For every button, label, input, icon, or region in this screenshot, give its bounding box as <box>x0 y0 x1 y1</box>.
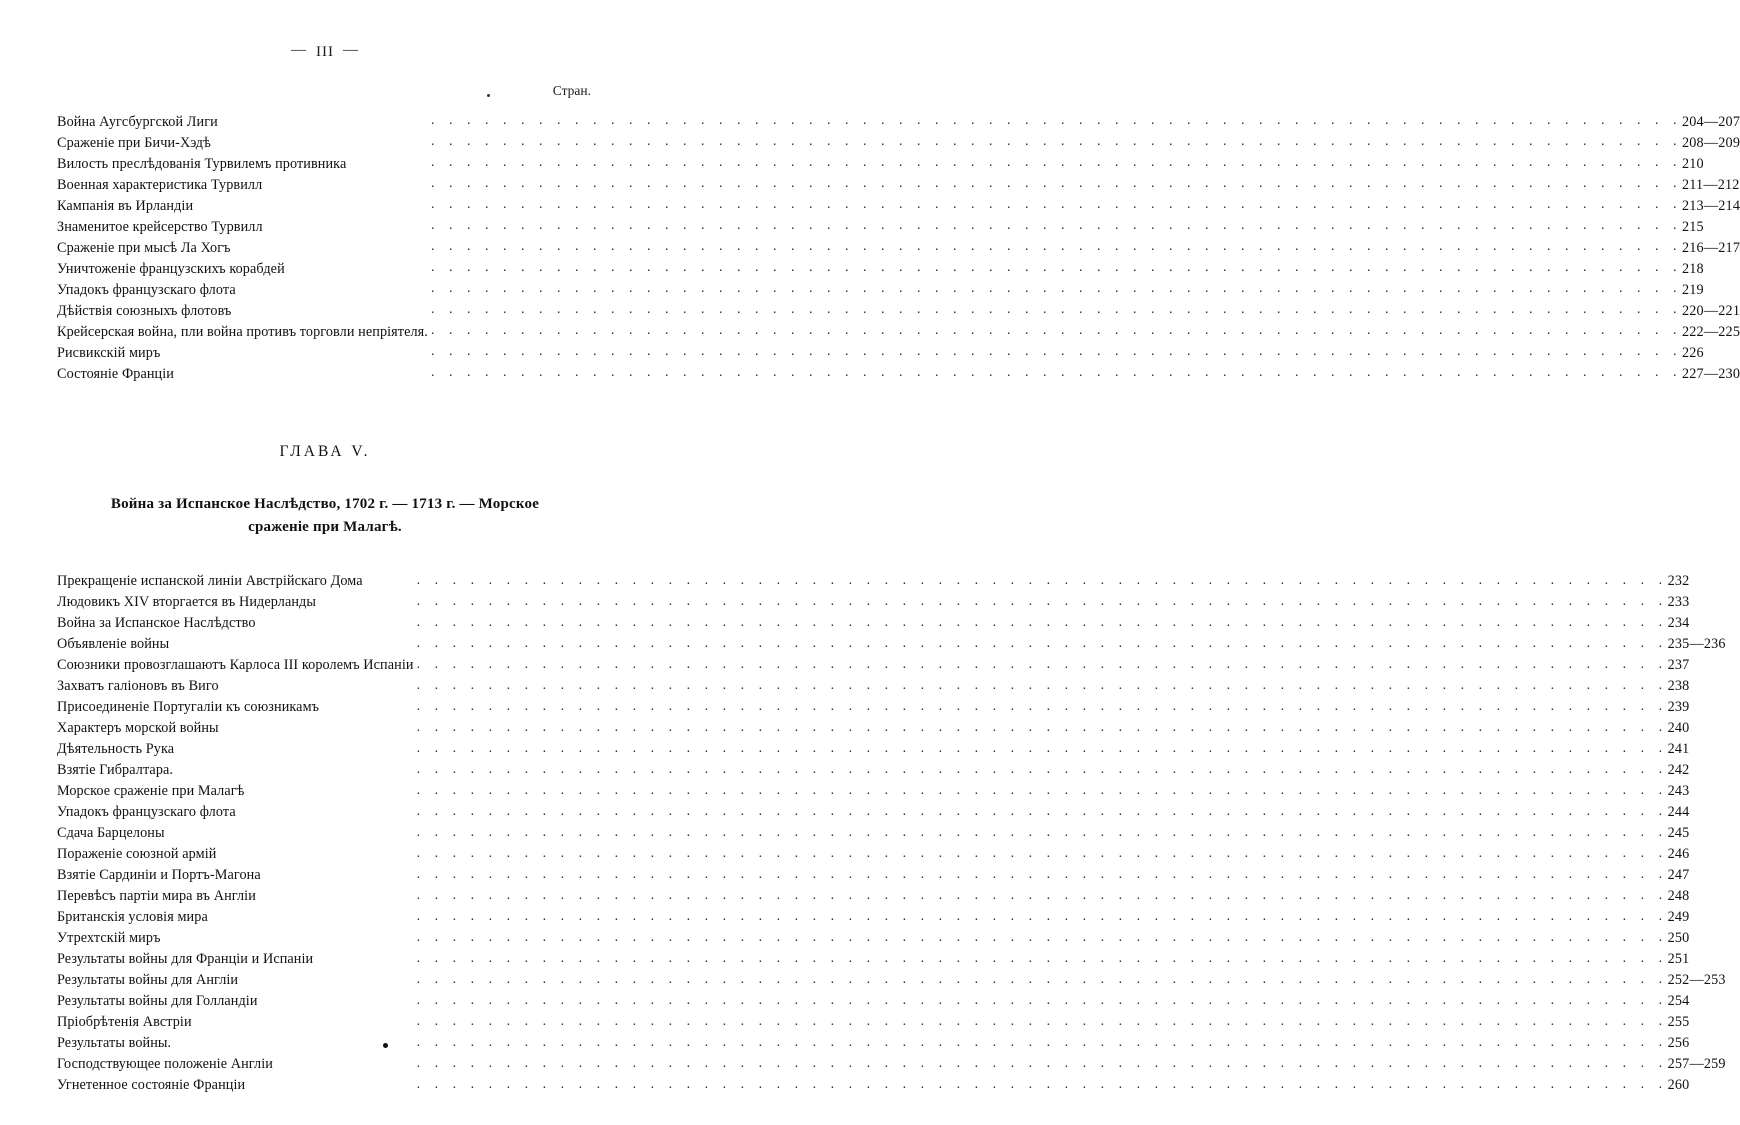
toc-entry-leader-dots: . . . . . . . . . . . . . . . . . . . . . . . . . . . . . . . . . . . . . . . . . . . . . . . . . . . . . . . . . . . . . . . . . . . . . . <box>430 302 1682 317</box>
toc-entry-label: Результаты войны для Франціи и Испаніи <box>57 951 314 968</box>
toc-entry-leader-dots: . . . . . . . . . . . . . . . . . . . . . . . . . . . . . . . . . . . . . . . . . . . . . . . . . . . . . . . . . . . . . . . . . . . . . . <box>416 1055 1668 1071</box>
toc-entry-leader-dots: . . . . . . . . . . . . . . . . . . . . . . . . . . . . . . . . . . . . . . . . . . . . . . . . . . . . . . . . . . . . . . . . . . . . . . <box>416 740 1668 756</box>
toc-entry-leader-dots: . . . . . . . . . . . . . . . . . . . . . . . . . . . . . . . . . . . . . . . . . . . . . . . . . . . . . . . . . . . . . . . . . . . . . . <box>416 761 1668 777</box>
toc-entry-label: Уничтоженіе французскихъ корабдей <box>57 260 285 277</box>
chapter-title <box>57 493 593 540</box>
toc-list-chapter-four <box>57 108 1740 381</box>
toc-entry[interactable] <box>57 862 1726 883</box>
toc-entry-leader-dots: . . . . . . . . . . . . . . . . . . . . . . . . . . . . . . . . . . . . . . . . . . . . . . . . . . . . . . . . . . . . . . . . . . . . . . <box>416 572 1668 588</box>
toc-entry-page-number: 249 <box>1667 909 1690 926</box>
toc-entry-leader-dots: . . . . . . . . . . . . . . . . . . . . . . . . . . . . . . . . . . . . . . . . . . . . . . . . . . . . . . . . . . . . . . . . . . . . . . <box>430 176 1682 191</box>
toc-entry[interactable] <box>57 234 1740 255</box>
toc-entry-label: Людовикъ XIV вторгается въ Нидерланды <box>57 594 316 611</box>
toc-entry-page-number: 208—209 <box>1681 134 1740 151</box>
toc-entry-leader-dots: . . . . . . . . . . . . . . . . . . . . . . . . . . . . . . . . . . . . . . . . . . . . . . . . . . . . . . . . . . . . . . . . . . . . . . <box>416 992 1668 1008</box>
toc-entry[interactable] <box>57 904 1726 925</box>
toc-entry[interactable] <box>57 610 1726 631</box>
toc-entry-leader-dots: . . . . . . . . . . . . . . . . . . . . . . . . . . . . . . . . . . . . . . . . . . . . . . . . . . . . . . . . . . . . . . . . . . . . . . <box>430 218 1682 233</box>
toc-entry[interactable] <box>57 1072 1726 1093</box>
toc-entry-page-number: 227—230 <box>1681 365 1740 382</box>
toc-entry-label: Характеръ морской войны <box>57 720 219 737</box>
toc-entry[interactable] <box>57 1030 1726 1051</box>
toc-entry-label: Сдача Барцелоны <box>57 825 165 842</box>
toc-entry-leader-dots: . . . . . . . . . . . . . . . . . . . . . . . . . . . . . . . . . . . . . . . . . . . . . . . . . . . . . . . . . . . . . . . . . . . . . . <box>430 344 1682 359</box>
toc-entry-page-number: 238 <box>1667 678 1690 695</box>
toc-entry[interactable] <box>57 589 1726 610</box>
chapter-heading-block <box>57 443 593 540</box>
toc-entry-label: Присоединеніе Португаліи къ союзникамъ <box>57 699 320 716</box>
toc-entry-page-number: 248 <box>1667 888 1690 905</box>
toc-entry-leader-dots: . . . . . . . . . . . . . . . . . . . . . . . . . . . . . . . . . . . . . . . . . . . . . . . . . . . . . . . . . . . . . . . . . . . . . . <box>430 260 1682 275</box>
toc-entry-page-number: 243 <box>1667 783 1690 800</box>
toc-entry-label: Взятіе Гибралтара. <box>57 762 174 779</box>
toc-entry[interactable] <box>57 652 1726 673</box>
toc-entry-page-number: 235—236 <box>1667 636 1726 653</box>
folio-dash-left: — <box>291 42 307 58</box>
toc-entry-label: Союзники провозглашаютъ Карлоса III королемъ Испаніи <box>57 657 414 674</box>
chapter-title-line-2: сраженіе при Малагѣ. <box>248 519 402 536</box>
toc-entry-page-number: 233 <box>1667 594 1690 611</box>
toc-entry[interactable] <box>57 568 1726 589</box>
toc-entry-label: Объявленіе войны <box>57 636 170 653</box>
toc-entry-label: Знаменитое крейсерство Турвилл <box>57 218 263 235</box>
toc-entry[interactable] <box>57 757 1726 778</box>
toc-entry-page-number: 237 <box>1667 657 1690 674</box>
toc-entry[interactable] <box>57 213 1740 234</box>
toc-entry-page-number: 260 <box>1667 1077 1690 1094</box>
ink-speck <box>487 94 490 97</box>
toc-entry[interactable] <box>57 988 1726 1009</box>
toc-entry-page-number: 215 <box>1681 218 1704 235</box>
toc-entry-page-number: 210 <box>1681 155 1704 172</box>
toc-entry-leader-dots: . . . . . . . . . . . . . . . . . . . . . . . . . . . . . . . . . . . . . . . . . . . . . . . . . . . . . . . . . . . . . . . . . . . . . . <box>416 1076 1668 1092</box>
chapter-label: ГЛАВА V. <box>279 443 371 460</box>
toc-entry-label: Упадокъ французскаго флота <box>57 281 236 298</box>
toc-entry[interactable] <box>57 1009 1726 1030</box>
toc-entry-label: Крейсерская война, пли война противъ торговли непріятеля. <box>57 323 428 340</box>
toc-entry-page-number: 252—253 <box>1667 972 1726 989</box>
toc-entry-label: Пріобрѣтенія Австріи <box>57 1014 192 1031</box>
toc-entry-leader-dots: . . . . . . . . . . . . . . . . . . . . . . . . . . . . . . . . . . . . . . . . . . . . . . . . . . . . . . . . . . . . . . . . . . . . . . <box>416 950 1668 966</box>
toc-entry-leader-dots: . . . . . . . . . . . . . . . . . . . . . . . . . . . . . . . . . . . . . . . . . . . . . . . . . . . . . . . . . . . . . . . . . . . . . . <box>416 698 1668 714</box>
toc-entry-label: Взятіе Сардиніи и Портъ-Магона <box>57 867 261 884</box>
toc-entry-label: Морское сраженіе при Малагѣ <box>57 783 245 800</box>
folio-dash-right: — <box>343 42 359 58</box>
toc-entry-label: Сраженіе при Бичи-Хэдѣ <box>57 134 211 151</box>
toc-entry-label: Дѣятельность Рука <box>57 741 175 758</box>
toc-entry-page-number: 239 <box>1667 699 1690 716</box>
toc-entry[interactable] <box>57 736 1726 757</box>
toc-entry-page-number: 255 <box>1667 1014 1690 1031</box>
toc-entry-leader-dots: . . . . . . . . . . . . . . . . . . . . . . . . . . . . . . . . . . . . . . . . . . . . . . . . . . . . . . . . . . . . . . . . . . . . . . <box>416 971 1668 987</box>
toc-entry-label: Результаты войны. <box>57 1035 172 1052</box>
toc-entry-leader-dots: . . . . . . . . . . . . . . . . . . . . . . . . . . . . . . . . . . . . . . . . . . . . . . . . . . . . . . . . . . . . . . . . . . . . . . <box>430 365 1682 380</box>
chapter-title-line-1: Война за Испанское Наслѣдство, 1702 г. — 1713 г. — Морское <box>110 496 540 512</box>
toc-entry-leader-dots: . . . . . . . . . . . . . . . . . . . . . . . . . . . . . . . . . . . . . . . . . . . . . . . . . . . . . . . . . . . . . . . . . . . . . . <box>416 824 1668 840</box>
toc-entry[interactable] <box>57 715 1726 736</box>
toc-entry-label: Результаты войны для Англіи <box>57 972 239 989</box>
toc-entry[interactable] <box>57 276 1740 297</box>
toc-entry[interactable] <box>57 883 1726 904</box>
toc-entry[interactable] <box>57 339 1740 360</box>
toc-entry-page-number: 254 <box>1667 993 1690 1010</box>
toc-entry-label: Вилость преслѣдованія Турвилемъ противника <box>57 155 347 172</box>
toc-entry[interactable] <box>57 150 1740 171</box>
toc-entry[interactable] <box>57 297 1740 318</box>
toc-entry-page-number: 234 <box>1667 615 1690 632</box>
toc-entry-label: Упадокъ французскаго флота <box>57 804 236 821</box>
toc-list-chapter-five <box>57 568 1726 1093</box>
toc-entry-label: Результаты войны для Голландіи <box>57 993 258 1010</box>
toc-entry-leader-dots: . . . . . . . . . . . . . . . . . . . . . . . . . . . . . . . . . . . . . . . . . . . . . . . . . . . . . . . . . . . . . . . . . . . . . . <box>430 113 1682 128</box>
toc-entry-label: Состояніе Франціи <box>57 365 174 382</box>
toc-entry-label: Рисвикскій миръ <box>57 344 161 361</box>
toc-entry-page-number: 246 <box>1667 846 1690 863</box>
toc-entry[interactable] <box>57 318 1740 339</box>
toc-entry-leader-dots: . . . . . . . . . . . . . . . . . . . . . . . . . . . . . . . . . . . . . . . . . . . . . . . . . . . . . . . . . . . . . . . . . . . . . . <box>430 239 1682 254</box>
toc-entry-page-number: 213—214 <box>1681 197 1740 214</box>
toc-entry-label: Дѣйствія союзныхъ флотовъ <box>57 302 232 319</box>
toc-entry-leader-dots: . . . . . . . . . . . . . . . . . . . . . . . . . . . . . . . . . . . . . . . . . . . . . . . . . . . . . . . . . . . . . . . . . . . . . . <box>416 1034 1668 1050</box>
toc-entry-page-number: 242 <box>1667 762 1690 779</box>
toc-entry-page-number: 211—212 <box>1681 176 1740 193</box>
toc-entry-page-number: 241 <box>1667 741 1690 758</box>
toc-entry[interactable] <box>57 967 1726 988</box>
toc-entry[interactable] <box>57 171 1740 192</box>
toc-entry-leader-dots: . . . . . . . . . . . . . . . . . . . . . . . . . . . . . . . . . . . . . . . . . . . . . . . . . . . . . . . . . . . . . . . . . . . . . . <box>416 782 1668 798</box>
toc-entry-page-number: 220—221 <box>1681 302 1740 319</box>
toc-entry-page-number: 226 <box>1681 344 1704 361</box>
toc-entry-leader-dots: . . . . . . . . . . . . . . . . . . . . . . . . . . . . . . . . . . . . . . . . . . . . . . . . . . . . . . . . . . . . . . . . . . . . . . <box>430 134 1682 149</box>
toc-entry-label: Прекращеніе испанской линіи Австрійскаго Дома <box>57 573 363 590</box>
toc-entry-label: Захватъ галіоновъ въ Виго <box>57 678 219 695</box>
toc-entry-page-number: 251 <box>1667 951 1690 968</box>
toc-entry-label: Война Аугсбургской Лиги <box>57 113 218 130</box>
toc-page <box>0 42 1740 1125</box>
toc-entry[interactable] <box>57 673 1726 694</box>
toc-entry-leader-dots: . . . . . . . . . . . . . . . . . . . . . . . . . . . . . . . . . . . . . . . . . . . . . . . . . . . . . . . . . . . . . . . . . . . . . . <box>416 887 1668 903</box>
toc-entry[interactable] <box>57 820 1726 841</box>
toc-entry-leader-dots: . . . . . . . . . . . . . . . . . . . . . . . . . . . . . . . . . . . . . . . . . . . . . . . . . . . . . . . . . . . . . . . . . . . . . . <box>416 908 1668 924</box>
ink-blot-marker <box>383 1043 388 1048</box>
toc-entry[interactable] <box>57 694 1726 715</box>
toc-entry[interactable] <box>57 255 1740 276</box>
toc-entry-label: Сраженіе при мысѣ Ла Хогъ <box>57 239 231 256</box>
toc-entry-leader-dots: . . . . . . . . . . . . . . . . . . . . . . . . . . . . . . . . . . . . . . . . . . . . . . . . . . . . . . . . . . . . . . . . . . . . . . <box>416 845 1668 861</box>
toc-entry-leader-dots: . . . . . . . . . . . . . . . . . . . . . . . . . . . . . . . . . . . . . . . . . . . . . . . . . . . . . . . . . . . . . . . . . . . . . . <box>416 677 1668 693</box>
toc-entry-label: Утрехтскій миръ <box>57 930 161 947</box>
toc-entry[interactable] <box>57 631 1726 652</box>
toc-entry-page-number: 204—207 <box>1681 113 1740 130</box>
toc-entry-leader-dots: . . . . . . . . . . . . . . . . . . . . . . . . . . . . . . . . . . . . . . . . . . . . . . . . . . . . . . . . . . . . . . . . . . . . . . <box>416 593 1668 609</box>
toc-entry-leader-dots: . . . . . . . . . . . . . . . . . . . . . . . . . . . . . . . . . . . . . . . . . . . . . . . . . . . . . . . . . . . . . . . . . . . . . . <box>416 929 1668 945</box>
toc-entry-leader-dots: . . . . . . . . . . . . . . . . . . . . . . . . . . . . . . . . . . . . . . . . . . . . . . . . . . . . . . . . . . . . . . . . . . . . . . <box>430 197 1682 212</box>
toc-entry-leader-dots: . . . . . . . . . . . . . . . . . . . . . . . . . . . . . . . . . . . . . . . . . . . . . . . . . . . . . . . . . . . . . . . . . . . . . . <box>430 155 1682 170</box>
toc-entry-page-number: 250 <box>1667 930 1690 947</box>
toc-entry[interactable] <box>57 1051 1726 1072</box>
toc-entry[interactable] <box>57 841 1726 862</box>
toc-entry-leader-dots: . . . . . . . . . . . . . . . . . . . . . . . . . . . . . . . . . . . . . . . . . . . . . . . . . . . . . . . . . . . . . . . . . . . . . . <box>430 281 1682 296</box>
folio-number: III <box>316 44 334 60</box>
toc-content <box>0 83 1740 1094</box>
toc-entry[interactable] <box>57 925 1726 946</box>
toc-entry-label: Война за Испанское Наслѣдство <box>57 615 256 632</box>
toc-entry-label: Пораженіе союзной армій <box>57 846 217 863</box>
toc-entry-leader-dots: . . . . . . . . . . . . . . . . . . . . . . . . . . . . . . . . . . . . . . . . . . . . . . . . . . . . . . . . . . . . . . . . . . . . . . <box>416 803 1668 819</box>
toc-entry-leader-dots: . . . . . . . . . . . . . . . . . . . . . . . . . . . . . . . . . . . . . . . . . . . . . . . . . . . . . . . . . . . . . . . . . . . . . . <box>416 614 1668 630</box>
toc-entry[interactable] <box>57 108 1740 129</box>
toc-entry-page-number: 222—225 <box>1681 323 1740 340</box>
toc-entry-label: Угнетенное состояніе Франціи <box>57 1077 246 1094</box>
toc-entry-page-number: 216—217 <box>1681 239 1740 256</box>
toc-entry-page-number: 257—259 <box>1667 1056 1726 1073</box>
toc-entry-page-number: 247 <box>1667 867 1690 884</box>
toc-entry-label: Британскія условія мира <box>57 909 208 926</box>
page-folio <box>0 42 650 61</box>
toc-entry-leader-dots: . . . . . . . . . . . . . . . . . . . . . . . . . . . . . . . . . . . . . . . . . . . . . . . . . . . . . . . . . . . . . . . . . . . . . . <box>416 866 1668 882</box>
toc-entry[interactable] <box>57 129 1740 150</box>
toc-entry[interactable] <box>57 799 1726 820</box>
toc-entry-label: Перевѣсъ партіи мира въ Англіи <box>57 888 256 905</box>
toc-entry-page-number: 219 <box>1681 281 1704 298</box>
pages-column-header: Стран. <box>552 83 591 98</box>
toc-entry-leader-dots: . . . . . . . . . . . . . . . . . . . . . . . . . . . . . . . . . . . . . . . . . . . . . . . . . . . . . . . . . . . . . . . . . . . . . . <box>416 719 1668 735</box>
toc-entry[interactable] <box>57 360 1740 381</box>
toc-entry[interactable] <box>57 778 1726 799</box>
toc-entry-leader-dots: . . . . . . . . . . . . . . . . . . . . . . . . . . . . . . . . . . . . . . . . . . . . . . . . . . . . . . . . . . . . . . . . . . . . . . <box>430 323 1682 338</box>
toc-entry-page-number: 244 <box>1667 804 1690 821</box>
toc-entry-leader-dots: . . . . . . . . . . . . . . . . . . . . . . . . . . . . . . . . . . . . . . . . . . . . . . . . . . . . . . . . . . . . . . . . . . . . . . <box>416 1013 1668 1029</box>
toc-entry-label: Господствующее положеніе Англіи <box>57 1056 273 1073</box>
toc-entry-page-number: 218 <box>1681 260 1704 277</box>
toc-entry-page-number: 240 <box>1667 720 1690 737</box>
toc-entry[interactable] <box>57 946 1726 967</box>
toc-entry[interactable] <box>57 192 1740 213</box>
toc-entry-leader-dots: . . . . . . . . . . . . . . . . . . . . . . . . . . . . . . . . . . . . . . . . . . . . . . . . . . . . . . . . . . . . . . . . . . . . . . <box>416 635 1668 651</box>
toc-entry-page-number: 245 <box>1667 825 1690 842</box>
toc-entry-label: Военная характеристика Турвилл <box>57 176 263 193</box>
toc-entry-leader-dots: . . . . . . . . . . . . . . . . . . . . . . . . . . . . . . . . . . . . . . . . . . . . . . . . . . . . . . . . . . . . . . . . . . . . . . <box>416 656 1668 672</box>
toc-entry-page-number: 256 <box>1667 1035 1690 1052</box>
toc-entry-label: Кампанія въ Ирландіи <box>57 197 194 214</box>
toc-entry-page-number: 232 <box>1667 573 1690 590</box>
